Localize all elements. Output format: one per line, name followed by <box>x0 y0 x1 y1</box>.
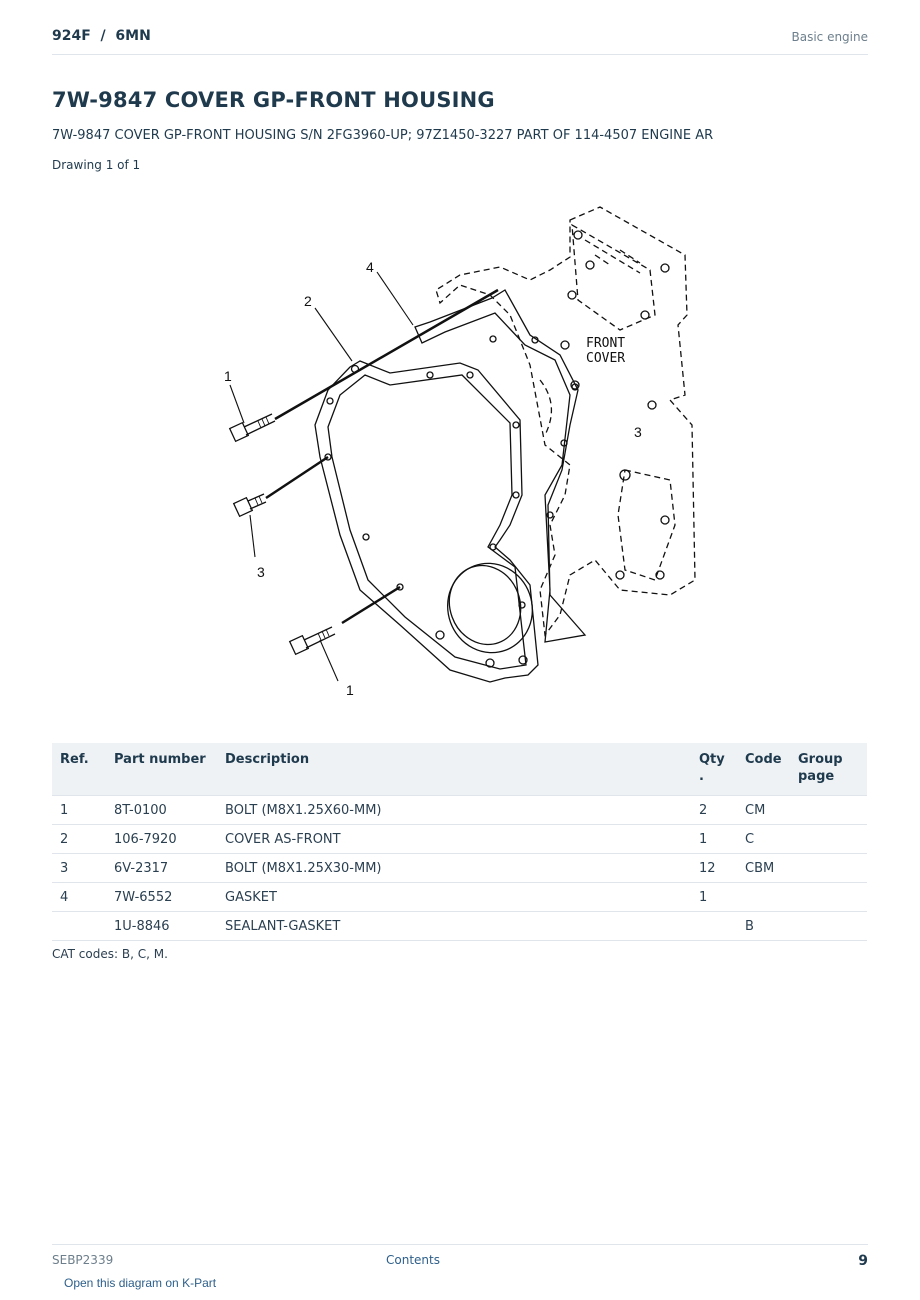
col-ref: Ref. <box>52 743 106 796</box>
cell-qty: 2 <box>691 796 737 825</box>
callout-2: 2 <box>304 293 312 309</box>
page-footer <box>52 1244 868 1275</box>
cell-part-number: 1U-8846 <box>106 912 217 941</box>
cell-ref <box>52 912 106 941</box>
col-code: Code <box>737 743 790 796</box>
drawing-count: Drawing 1 of 1 <box>52 158 141 172</box>
col-description: Description <box>217 743 691 796</box>
table-row <box>52 912 867 941</box>
page-number: 9 <box>858 1253 868 1269</box>
col-part-number: Part number <box>106 743 217 796</box>
cell-qty <box>691 912 737 941</box>
model-label: 924F / 6MN <box>52 28 151 44</box>
bolt-item-1-top <box>230 290 498 441</box>
bolt-item-3 <box>234 457 328 516</box>
parts-table <box>52 743 867 941</box>
seal-bore <box>435 551 545 664</box>
cell-ref: 4 <box>52 883 106 912</box>
cat-codes-note: CAT codes: B, C, M. <box>52 947 168 961</box>
callout-4: 4 <box>366 259 374 275</box>
cell-description: GASKET <box>217 883 691 912</box>
cell-code <box>737 883 790 912</box>
cell-description: COVER AS-FRONT <box>217 825 691 854</box>
front-cover-label-1: FRONT <box>586 336 626 351</box>
page-header <box>52 28 868 55</box>
cell-code: CM <box>737 796 790 825</box>
open-diagram-link[interactable]: Open this diagram on K-Part <box>64 1276 217 1290</box>
cell-part-number: 8T-0100 <box>106 796 217 825</box>
document-number: SEBP2339 <box>52 1253 114 1267</box>
cell-ref: 3 <box>52 854 106 883</box>
col-qty: Qty . <box>691 743 737 796</box>
callout-1-bottom: 1 <box>346 682 354 698</box>
bolt-item-1-bottom <box>290 587 400 654</box>
cell-ref: 2 <box>52 825 106 854</box>
cell-group-page <box>790 854 867 883</box>
cell-description: BOLT (M8X1.25X60-MM) <box>217 796 691 825</box>
table-row <box>52 796 867 825</box>
col-group-page: Group page <box>790 743 867 796</box>
section-label: Basic engine <box>791 30 868 44</box>
cell-part-number: 6V-2317 <box>106 854 217 883</box>
table-header-row <box>52 743 867 796</box>
cell-part-number: 106-7920 <box>106 825 217 854</box>
front-cover-inner <box>328 375 526 669</box>
cell-description: BOLT (M8X1.25X30-MM) <box>217 854 691 883</box>
cell-qty: 1 <box>691 825 737 854</box>
page-subtitle: 7W-9847 COVER GP-FRONT HOUSING S/N 2FG3960-UP; 97Z1450-3227 PART OF 114-4507 ENGINE AR <box>52 128 714 143</box>
front-cover-label-2: COVER <box>586 351 626 366</box>
housing-outline <box>436 207 695 635</box>
cell-part-number: 7W-6552 <box>106 883 217 912</box>
cell-qty: 12 <box>691 854 737 883</box>
leader-lines <box>230 272 413 681</box>
page-title: 7W-9847 COVER GP-FRONT HOUSING <box>52 88 495 112</box>
parts-diagram <box>200 195 720 715</box>
cell-group-page <box>790 796 867 825</box>
front-cover-holes <box>325 366 527 668</box>
table-row <box>52 883 867 912</box>
callout-3-bottom: 3 <box>257 564 265 580</box>
cell-qty: 1 <box>691 883 737 912</box>
cell-group-page <box>790 825 867 854</box>
cell-code: C <box>737 825 790 854</box>
cell-group-page <box>790 883 867 912</box>
contents-link[interactable]: Contents <box>386 1253 440 1267</box>
table-row <box>52 854 867 883</box>
cell-code: B <box>737 912 790 941</box>
cell-ref: 1 <box>52 796 106 825</box>
cell-code: CBM <box>737 854 790 883</box>
callout-3-housing: 3 <box>634 424 642 440</box>
gasket-outline <box>415 290 585 642</box>
cell-description: SEALANT-GASKET <box>217 912 691 941</box>
callout-1-top: 1 <box>224 368 232 384</box>
cell-group-page <box>790 912 867 941</box>
table-row <box>52 825 867 854</box>
